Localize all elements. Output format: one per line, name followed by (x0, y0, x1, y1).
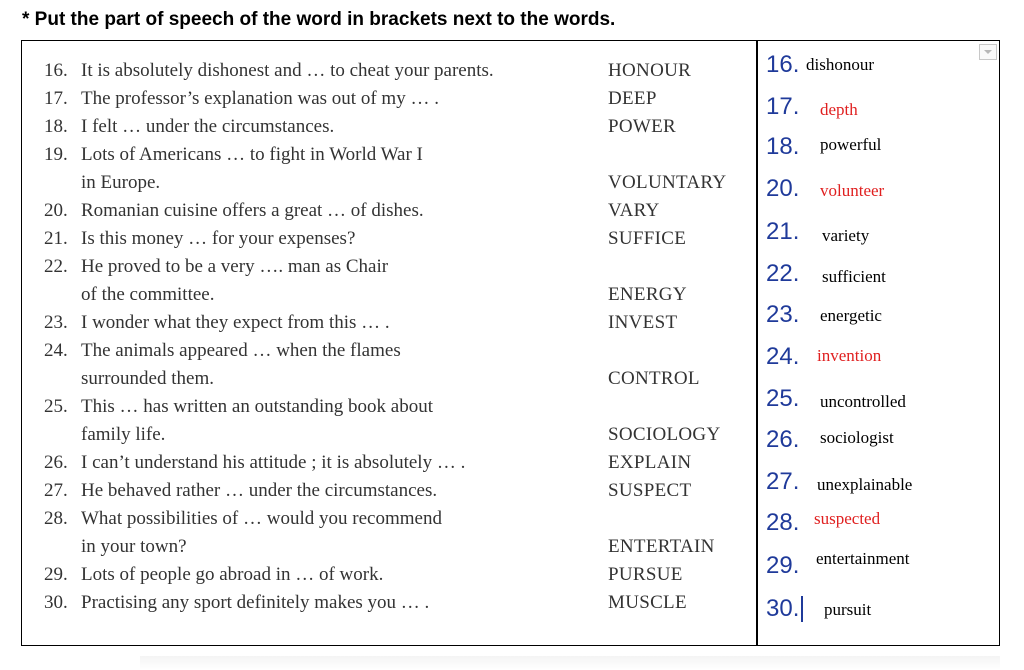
question-text: Lots of people go abroad in … of work. (81, 564, 384, 585)
answer-input[interactable]: volunteer (820, 181, 885, 200)
answer-input[interactable]: sufficient (822, 267, 886, 286)
question-line (44, 395, 433, 419)
answer-number: 24. (766, 343, 800, 370)
answer-input[interactable]: uncontrolled (820, 392, 906, 411)
answer-number: 27. (766, 468, 800, 495)
answer-input[interactable]: powerful (820, 135, 882, 154)
question-text: The professor’s explanation was out of my … . (81, 88, 439, 109)
keyword: ENERGY (608, 284, 687, 305)
question-line-continued (44, 283, 214, 307)
keyword: DEEP (608, 88, 657, 109)
question-line (44, 199, 424, 223)
question-text-continued: in your town? (81, 536, 187, 557)
answer-number: 25. (766, 385, 800, 412)
keyword: EXPLAIN (608, 452, 692, 473)
answer-input[interactable]: depth (820, 100, 858, 119)
keyword: POWER (608, 116, 676, 137)
question-text-continued: surrounded them. (81, 368, 214, 389)
question-number: 29. (44, 564, 68, 585)
question-text: He proved to be a very …. man as Chair (81, 256, 389, 277)
question-line (44, 451, 465, 475)
question-text-continued: family life. (81, 424, 166, 445)
question-text: It is absolutely dishonest and … to cheat your parents. (81, 60, 494, 81)
keyword: HONOUR (608, 60, 692, 81)
answer-number: 22. (766, 260, 800, 287)
question-number: 22. (44, 256, 68, 277)
question-number: 26. (44, 452, 68, 473)
question-line-continued (44, 171, 160, 195)
answer-number: 23. (766, 301, 800, 328)
keyword: CONTROL (608, 368, 700, 389)
question-text: What possibilities of … would you recommend (81, 508, 442, 529)
question-number: 16. (44, 60, 68, 81)
answer-number: 16. (766, 51, 800, 78)
answer-input[interactable]: pursuit (824, 600, 872, 619)
question-text-continued: of the committee. (81, 284, 215, 305)
bottom-shadow (140, 656, 1000, 670)
answer-number: 21. (766, 218, 800, 245)
page-title: * Put the part of speech of the word in brackets next to the words. (22, 9, 616, 30)
answer-number: 29. (766, 552, 800, 579)
keyword: SOCIOLOGY (608, 424, 721, 445)
question-text: The animals appeared … when the flames (81, 340, 401, 361)
question-number: 28. (44, 508, 68, 529)
question-text: This … has written an outstanding book about (81, 396, 433, 417)
answer-input[interactable]: invention (817, 346, 882, 365)
answer-input[interactable]: suspected (814, 509, 881, 528)
question-number: 21. (44, 228, 68, 249)
text-cursor (801, 596, 803, 622)
keyword: INVEST (608, 312, 678, 333)
question-text: Romanian cuisine offers a great … of dishes. (81, 200, 424, 221)
question-line (44, 59, 494, 83)
dropdown-toggle[interactable] (979, 44, 997, 60)
question-line (44, 311, 390, 335)
question-text: Practising any sport definitely makes you … . (81, 592, 430, 613)
keyword: ENTERTAIN (608, 536, 715, 557)
answer-number: 18. (766, 133, 800, 160)
question-line (44, 255, 388, 279)
question-text: I wonder what they expect from this … . (81, 312, 390, 333)
question-line (44, 479, 437, 503)
answer-input[interactable]: unexplainable (817, 475, 913, 494)
keyword: MUSCLE (608, 592, 687, 613)
answer-input[interactable]: sociologist (820, 428, 894, 447)
question-number: 24. (44, 340, 68, 361)
question-line-continued (44, 535, 187, 559)
question-number: 23. (44, 312, 68, 333)
question-number: 25. (44, 396, 68, 417)
question-number: 18. (44, 116, 68, 137)
keyword: VARY (608, 200, 660, 221)
question-text: I can’t understand his attitude ; it is absolutely … . (81, 452, 466, 473)
question-line (44, 227, 355, 251)
question-line (44, 143, 423, 167)
answer-number: 28. (766, 509, 800, 536)
question-line (44, 563, 383, 587)
question-number: 20. (44, 200, 68, 221)
keyword: VOLUNTARY (608, 172, 727, 193)
question-text: I felt … under the circumstances. (81, 116, 335, 137)
answer-input[interactable]: dishonour (806, 55, 874, 74)
keyword: PURSUE (608, 564, 683, 585)
column-divider (756, 40, 758, 646)
question-line-continued (44, 423, 165, 447)
question-text-continued: in Europe. (81, 172, 161, 193)
question-line (44, 87, 439, 111)
keyword: SUSPECT (608, 480, 692, 501)
chevron-down-icon (980, 45, 996, 59)
question-number: 27. (44, 480, 68, 501)
question-number: 19. (44, 144, 68, 165)
question-text: Is this money … for your expenses? (81, 228, 356, 249)
question-number: 30. (44, 592, 68, 613)
question-number: 17. (44, 88, 68, 109)
question-text: Lots of Americans … to fight in World War I (81, 144, 423, 165)
answer-input[interactable]: variety (822, 226, 870, 245)
answer-input[interactable]: entertainment (816, 549, 910, 568)
answer-number: 26. (766, 426, 800, 453)
question-text: He behaved rather … under the circumstances. (81, 480, 438, 501)
question-line-continued (44, 367, 214, 391)
question-line (44, 507, 442, 531)
answer-number: 20. (766, 175, 800, 202)
answer-number: 30. (766, 595, 800, 622)
question-line (44, 339, 401, 363)
question-line (44, 115, 334, 139)
answer-input[interactable]: energetic (820, 306, 882, 325)
answer-number: 17. (766, 93, 800, 120)
question-line (44, 591, 429, 615)
keyword: SUFFICE (608, 228, 687, 249)
